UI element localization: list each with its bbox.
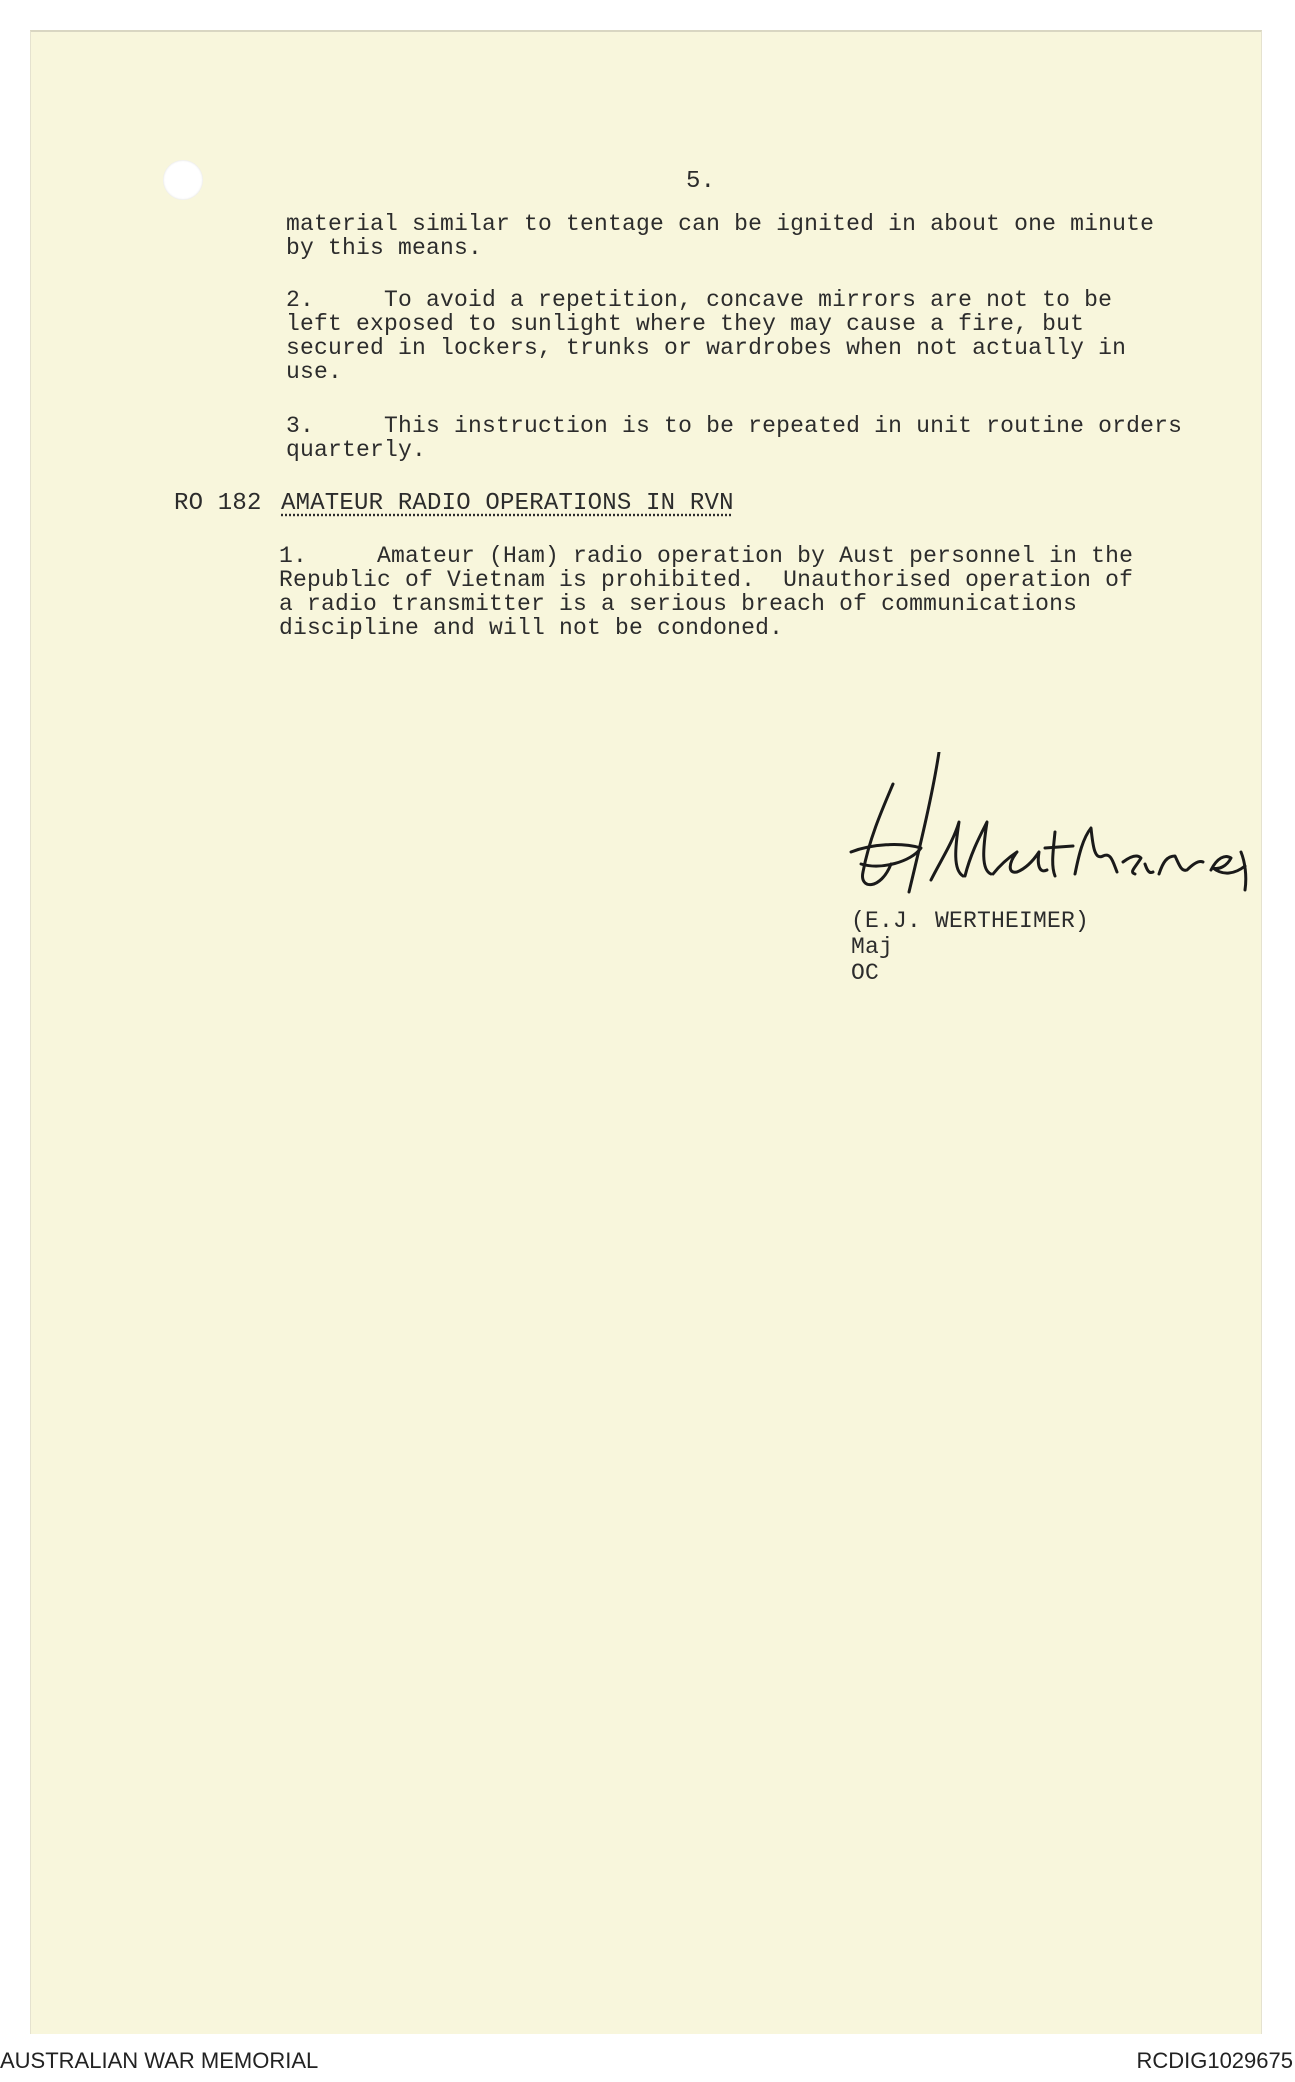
signatory-role: OC bbox=[851, 960, 880, 986]
page-number: 5. bbox=[686, 168, 716, 195]
punch-hole bbox=[163, 160, 203, 200]
ro-heading: AMATEUR RADIO OPERATIONS IN RVN bbox=[281, 490, 734, 517]
continuation-line-1: material similar to tentage can be ignited in about one minute bbox=[286, 211, 1155, 237]
paragraph-2-line-4: use. bbox=[286, 359, 343, 385]
handwritten-signature bbox=[841, 752, 1261, 902]
document-page bbox=[30, 30, 1262, 2034]
paragraph-3-line-1: 3. This instruction is to be repeated in unit routine orders bbox=[286, 413, 1183, 439]
ro-paragraph-1-line-4: discipline and will not be condoned. bbox=[279, 615, 784, 641]
continuation-line-2: by this means. bbox=[286, 235, 483, 261]
ro-number: RO 182 bbox=[174, 490, 262, 517]
paragraph-2-line-1: 2. To avoid a repetition, concave mirrors are not to be bbox=[286, 287, 1113, 313]
footer-archive-name: AUSTRALIAN WAR MEMORIAL bbox=[0, 2048, 319, 2073]
paragraph-2-line-3: secured in lockers, trunks or wardrobes when not actually in bbox=[286, 335, 1127, 361]
ro-paragraph-1-line-2: Republic of Vietnam is prohibited. Unauthorised operation of bbox=[279, 567, 1134, 593]
paragraph-3-line-2: quarterly. bbox=[286, 437, 427, 463]
ro-paragraph-1-line-1: 1. Amateur (Ham) radio operation by Aust personnel in the bbox=[279, 543, 1134, 569]
signatory-name: (E.J. WERTHEIMER) bbox=[851, 908, 1090, 934]
ro-paragraph-1-line-3: a radio transmitter is a serious breach of communications bbox=[279, 591, 1078, 617]
paragraph-2-line-2: left exposed to sunlight where they may cause a fire, but bbox=[286, 311, 1085, 337]
signatory-rank: Maj bbox=[851, 934, 894, 960]
footer-record-id: RCDIG1029675 bbox=[1136, 2048, 1293, 2073]
